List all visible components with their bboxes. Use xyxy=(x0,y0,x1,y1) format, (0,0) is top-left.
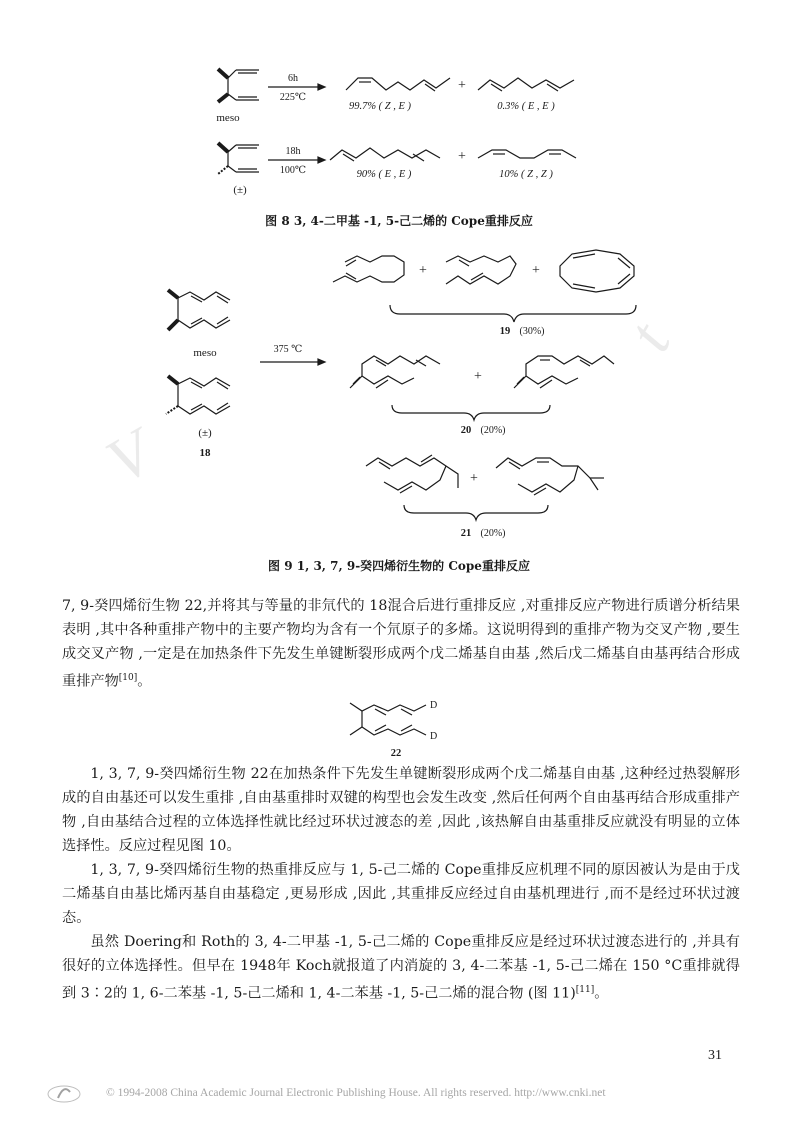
paragraph-1 xyxy=(62,594,740,694)
figure-8-scheme xyxy=(0,55,798,205)
compound-22-structure xyxy=(340,695,460,759)
product-19-isomer-2 xyxy=(446,256,516,284)
watermark: t xyxy=(613,311,684,363)
fig9-plus-20: + xyxy=(474,369,482,384)
paragraph-1-text: 7, 9-癸四烯衍生物 22,并将其与等量的非氘代的 18混合后进行重排反应 ,对重排反应产物进行质谱分析结果表明 ,其中各种重排产物中的主要产物均为含有一个氘原子的多烯。这说明得到的重排产物为交叉产物 ,要生成交叉产物 ,一定是在加热条件下先发生单键断裂形成两个戊二烯基自由基 ,然后戊二烯基自由基再结合形成重排产物 xyxy=(62,598,740,690)
deuterium-label-1: D xyxy=(430,700,438,711)
fig8-plus-2: + xyxy=(458,149,466,164)
fig9-yield-19: (30%) xyxy=(519,326,545,337)
product-z-z-octadiene xyxy=(478,150,576,158)
product-21-isomer-2 xyxy=(496,458,604,495)
copyright-footer: © 1994-2008 China Academic Journal Electronic Publishing House. All rights reserved. http://www.cnki.net xyxy=(106,1087,606,1099)
paragraph-2: 1, 3, 7, 9-癸四烯衍生物 22在加热条件下先发生单键断裂形成两个戊二烯基自由基 ,这种经过热裂解形成的自由基还可以发生重排 ,自由基重排时双键的构型也会发生改变 ,然后任何两个自由基再结合形成重排产物 ,自由基结合过程的立体选择性就比经过环状过渡态的差 ,因此 ,该热解自由基重排反应就没有明显的立体选择性。反应过程见图 10。 xyxy=(62,766,740,854)
product-19-isomer-1 xyxy=(333,256,404,282)
product-20-isomer-1 xyxy=(350,356,440,388)
reactant-18-racemic xyxy=(166,376,230,414)
fig9-compound-20: 20 xyxy=(460,425,472,436)
fig8-row2-product2: 10% ( Z , Z ) xyxy=(499,169,553,180)
fig8-row2-label: (±) xyxy=(233,184,247,196)
product-e-e-octadiene-2 xyxy=(330,148,440,161)
paragraph-1-end: 。 xyxy=(137,673,152,690)
fig8-row1-cond-top: 6h xyxy=(288,73,298,84)
product-z-e-octadiene xyxy=(346,78,450,91)
fig9-compound-21: 21 xyxy=(460,528,472,539)
fig8-plus-1: + xyxy=(458,78,466,93)
fig8-row1-product2: 0.3% ( E , E ) xyxy=(497,101,555,112)
reactant-meso-dimethylhexadiene xyxy=(218,69,259,102)
figure-9-caption: 图 9 1, 3, 7, 9-癸四烯衍生物的 Cope重排反应 xyxy=(268,559,530,573)
fig9-label-racemic: (±) xyxy=(198,427,212,439)
page-number: 31 xyxy=(708,1048,722,1063)
compound-22-number: 22 xyxy=(390,748,402,759)
figure-9-scheme xyxy=(0,240,798,545)
product-21-isomer-1 xyxy=(366,455,458,493)
paragraph-4-end: 。 xyxy=(594,985,609,1002)
deuterium-label-2: D xyxy=(430,731,438,742)
fig9-plus-19a: + xyxy=(419,263,427,278)
citation-11: [11] xyxy=(575,985,595,995)
paragraphs-2-4 xyxy=(62,762,740,1006)
fig8-row2-cond-top: 18h xyxy=(285,146,301,157)
fig9-compound-18: 18 xyxy=(199,447,211,459)
paragraph-3: 1, 3, 7, 9-癸四烯衍生物的热重排反应与 1, 5-己二烯的 Cope重排反应机理不同的原因被认为是由于戊二烯基自由基比烯丙基自由基稳定 ,更易形成 ,因此 ,其重排反应经过自由基机理进行 ,而不是经过环状过渡态。 xyxy=(62,862,740,926)
product-20-isomer-2 xyxy=(514,356,614,388)
product-19-isomer-3 xyxy=(560,250,634,292)
fig9-label-meso: meso xyxy=(193,347,217,359)
watermark: V xyxy=(94,416,164,498)
product-e-e-octadiene-1 xyxy=(478,78,574,91)
fig8-row1-cond-bottom: 225℃ xyxy=(279,92,307,103)
fig9-plus-19b: + xyxy=(532,263,540,278)
fig8-row1-label: meso xyxy=(216,112,240,124)
fig8-row1-product1: 99.7% ( Z , E ) xyxy=(348,101,412,112)
fig9-yield-21: (20%) xyxy=(480,528,506,539)
figure-8-caption: 图 8 3, 4-二甲基 -1, 5-己二烯的 Cope重排反应 xyxy=(265,214,533,228)
fig9-yield-20: (20%) xyxy=(480,425,506,436)
citation-10: [10] xyxy=(118,673,138,683)
fig9-plus-21: + xyxy=(470,471,478,486)
paragraph-4-text: 虽然 Doering和 Roth的 3, 4-二甲基 -1, 5-己二烯的 Cope重排反应是经过环状过渡态进行的 ,并具有很好的立体选择性。但早在 1948年 Koch就报道了内消旋的 3, 4-二苯基 -1, 5-己二烯在 150 °C重排就得到 3∶2的 1, 6-二苯基 -1, 5-己二烯和 1, 4-二苯基 -1, 5-己二烯的混合物 (图 11) xyxy=(62,934,740,1002)
reactant-18-meso xyxy=(168,290,230,330)
fig9-conditions: 375 ℃ xyxy=(273,344,303,355)
fig8-row2-product1: 90% ( E , E ) xyxy=(356,169,412,180)
cnki-logo-icon xyxy=(44,1082,84,1106)
fig9-compound-19: 19 xyxy=(499,326,511,337)
reactant-racemic-dimethylhexadiene xyxy=(218,143,259,174)
fig8-row2-cond-bottom: 100℃ xyxy=(279,165,307,176)
